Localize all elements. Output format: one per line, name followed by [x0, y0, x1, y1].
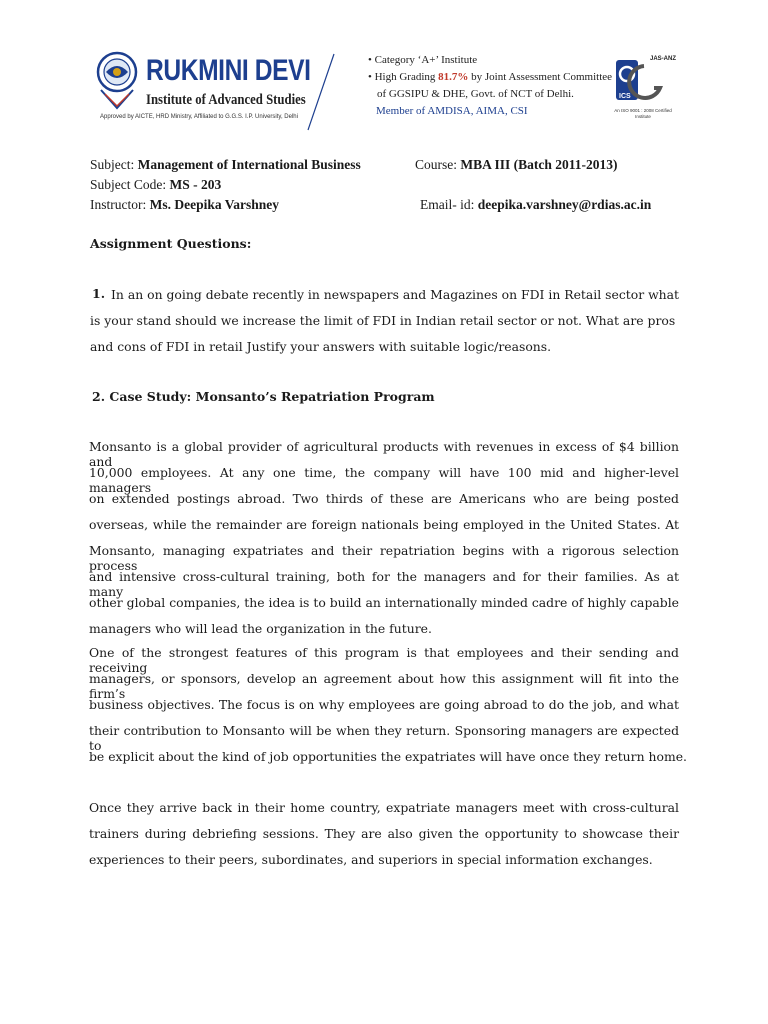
case-paragraph-2-line: One of the strongest features of this program is that employees and their sending and receiving: [89, 645, 679, 675]
iso-certification-badge: [614, 52, 677, 124]
grading-prefix: • High Grading: [368, 71, 439, 83]
grading-suffix: by Joint Assessment Committee: [468, 71, 613, 83]
case-paragraph-1-line: Monsanto is a global provider of agricultural products with revenues in excess of $4 billion and: [89, 439, 679, 469]
subject-value: Management of International Business: [137, 157, 361, 172]
subject-code-line: [90, 177, 221, 193]
case-paragraph-3-line: trainers during debriefing sessions. They are also given the opportunity to showcase their: [89, 826, 679, 841]
institute-emblem-icon: [96, 50, 138, 112]
case-paragraph-1-line: and intensive cross-cultural training, both for the managers and for their families. As at many: [89, 569, 679, 599]
email-label: Email- id:: [420, 197, 478, 212]
credential-category: • Category ‘A+’ Institute: [368, 54, 478, 66]
course-line: [415, 157, 618, 173]
credential-grading: [368, 69, 612, 86]
question-1-line: In an on going debate recently in newspapers and Magazines on FDI in Retail sector what: [111, 287, 680, 302]
cert-ics-label: ICS: [619, 93, 631, 100]
cert-jasanz-label: JAS-ANZ: [650, 56, 677, 62]
case-paragraph-1-line: Monsanto, managing expatriates and their repatriation begins with a rigorous selection process: [89, 543, 679, 573]
approval-line: Approved by AICTE, HRD Ministry, Affiliated to G.G.S. I.P. University, Delhi: [100, 114, 298, 120]
institute-subtitle: Institute of Advanced Studies: [146, 92, 306, 108]
question-1-number: 1.: [92, 286, 106, 301]
assignment-heading: Assignment Questions:: [90, 236, 252, 251]
subject-line: [90, 157, 361, 173]
instructor-label: Instructor:: [90, 197, 150, 212]
case-study-heading: 2. Case Study: Monsanto’s Repatriation Program: [92, 389, 435, 404]
instructor-value: Ms. Deepika Varshney: [149, 197, 280, 212]
header-divider: [300, 52, 340, 132]
course-label: Course:: [415, 157, 461, 172]
subject-label: Subject:: [90, 157, 138, 172]
case-paragraph-1-line: 10,000 employees. At any one time, the company will have 100 mid and higher-level managers: [89, 465, 679, 495]
case-paragraph-2-line: their contribution to Monsanto will be when they return. Sponsoring managers are expected to: [89, 723, 679, 753]
case-paragraph-1-line: managers who will lead the organization in the future.: [89, 621, 432, 636]
case-paragraph-2-line: business objectives. The focus is on why employees are going abroad to do the job, and what: [89, 697, 679, 712]
code-label: Subject Code:: [90, 177, 170, 192]
question-1-line: is your stand should we increase the limit of FDI in Indian retail sector or not. What are pros: [90, 313, 676, 328]
case-paragraph-3-line: Once they arrive back in their home country, expatriate managers meet with cross-cultural: [89, 800, 679, 815]
case-paragraph-3-line: experiences to their peers, subordinates, and superiors in special information exchanges.: [89, 852, 653, 867]
grading-percent: 81.7%: [438, 71, 469, 83]
case-paragraph-2-line: be explicit about the kind of job opportunities the expatriates will have once they return home.: [89, 749, 687, 764]
email-line: [420, 197, 651, 213]
ics-certificate-icon: [614, 52, 677, 104]
credential-grading-line2: of GGSIPU & DHE, Govt. of NCT of Delhi.: [377, 88, 574, 100]
institute-credentials: [368, 52, 612, 120]
case-paragraph-1-line: overseas, while the remainder are foreign nationals being employed in the United States. At: [89, 517, 679, 532]
institute-name: RUKMINI DEVI: [146, 54, 311, 87]
case-paragraph-1-line: on extended postings abroad. Two thirds of these are Americans who are being posted: [89, 491, 679, 506]
code-value: MS - 203: [169, 177, 222, 192]
cert-iso-text: An ISO 9001 : 2008 Certified Institute: [614, 108, 672, 119]
email-value: deepika.varshney@rdias.ac.in: [477, 197, 652, 212]
case-paragraph-1-line: other global companies, the idea is to build an internationally minded cadre of highly capable: [89, 595, 679, 610]
question-1-line: and cons of FDI in retail Justify your answers with suitable logic/reasons.: [90, 339, 552, 354]
course-value: MBA III (Batch 2011-2013): [460, 157, 618, 172]
credential-membership: Member of AMDISA, AIMA, CSI: [376, 105, 528, 117]
case-paragraph-2-line: managers, or sponsors, develop an agreement about how this assignment will fit into the firm’s: [89, 671, 679, 701]
instructor-line: [90, 197, 279, 213]
